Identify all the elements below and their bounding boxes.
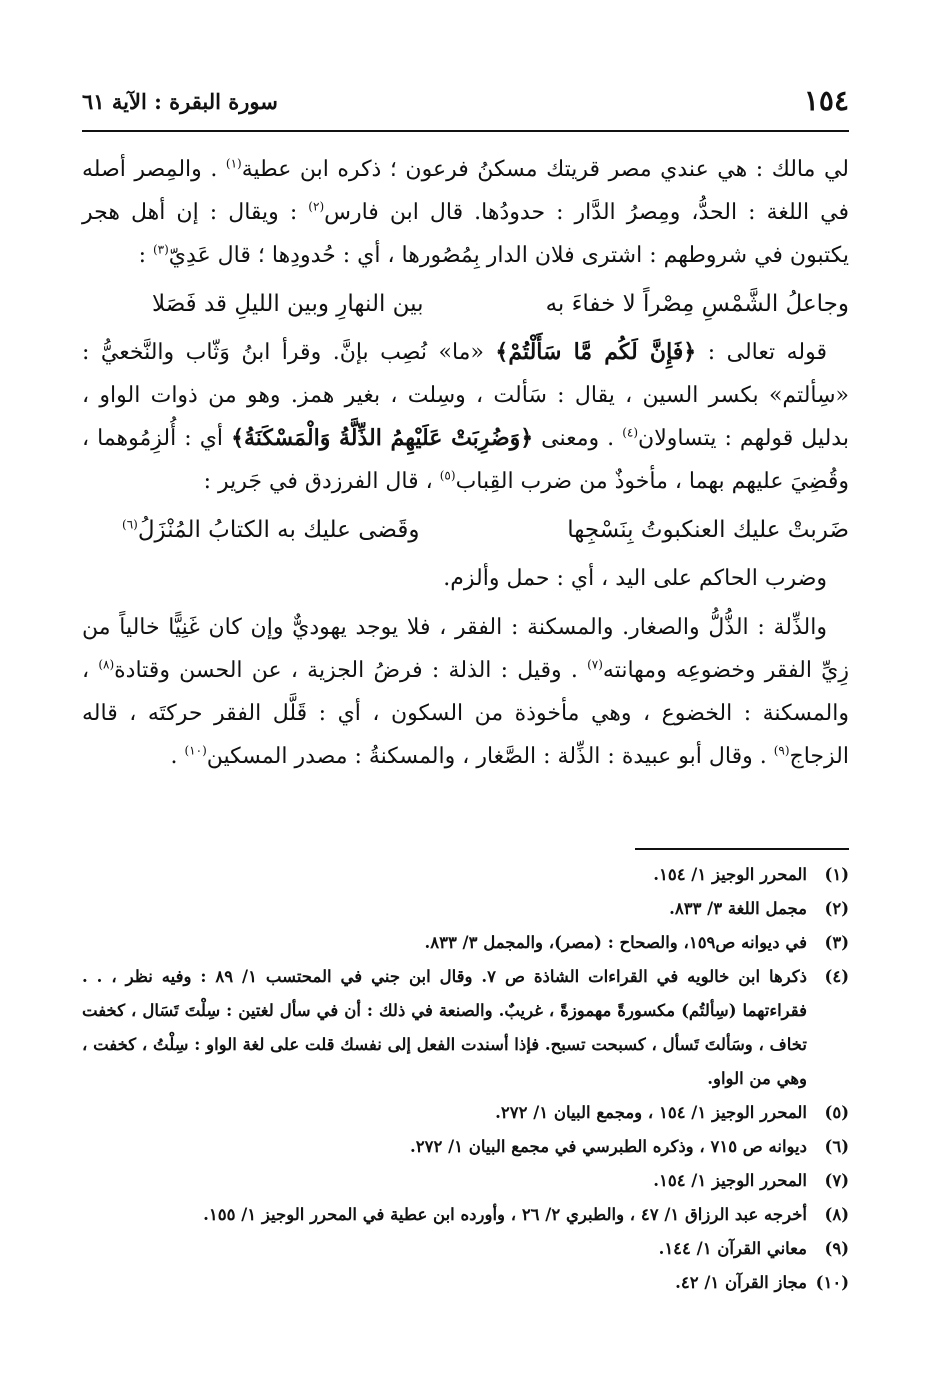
footnote-ref-8[interactable]: (٨) xyxy=(98,657,115,672)
quran-quote-2: ﴿وَضُرِبَتْ عَلَيْهِمُ الذِّلَّةُ وَالْمَسْكَنَةُ﴾ xyxy=(231,425,534,451)
footnote-text: مجاز القرآن ١/ ٤٢. xyxy=(675,1273,807,1292)
poem-verse-1 xyxy=(82,281,849,327)
text-run: . وقال أبو عبيدة : الذِّلة : الصَّغار ، والمسكنةُ : مصدر المسكين xyxy=(206,744,774,769)
quran-quote-1: ﴿فَإِنَّ لَكُم مَّا سَأَلْتُمْ﴾ xyxy=(495,339,697,365)
footnote-number: (٤) xyxy=(824,967,849,986)
footnote-divider xyxy=(635,848,849,850)
text-run: : xyxy=(138,243,153,268)
poem-verse-2 xyxy=(82,507,849,553)
paragraph-4 xyxy=(82,606,849,778)
footnote-item xyxy=(82,1164,849,1198)
footnote-item xyxy=(82,858,849,892)
text-run: «ما» نُصِب بإنَّ. وقرأ ابنُ وَثّاب والنَّخعيُّ : «سِألتم» بكسر السين ، يقال : سَألت ، وسِلت ، بغير همز. وهو من ذوات الواو ، بدليل قولهم : يتساولان xyxy=(82,340,849,451)
footnote-ref-5[interactable]: (٥) xyxy=(439,468,456,483)
footnote-number: (٣) xyxy=(824,933,849,952)
footnote-number: (٨) xyxy=(824,1205,849,1224)
footnote-text: المحرر الوجيز ١/ ١٥٤. xyxy=(653,1171,807,1190)
text-run: ، قال الفرزدق في جَرير : xyxy=(203,469,440,494)
verse-hemistich-first: وجاعلُ الشَّمْسِ مِصْراً لا خفاءَ به xyxy=(545,291,849,317)
footnote-ref-10[interactable]: (١٠) xyxy=(184,743,207,758)
text-run: والذِّلة : الذُّلُّ والصغار. والمسكنة : الفقر ، فلا يوجد يهوديٌّ وإن كان غَنِيًّا خالياً من زِيِّ الفقر وخضوعِه ومهانته xyxy=(82,615,849,683)
text-run: . والمِصر أصله في اللغة : الحدُّ، ومِصرُ الدَّار : حدودُها. قال ابن فارس xyxy=(82,157,849,225)
page-number: ١٥٤ xyxy=(803,84,849,117)
text-run: : ويقال : إن أهل هجر يكتبون في شروطهم : اشترى فلان الدار بِمُصُورها ، أي : حُدودِها ؛ قال عَدِيّ xyxy=(82,200,849,268)
footnote-text: معاني القرآن ١/ ١٤٤. xyxy=(658,1239,807,1258)
text-run: . xyxy=(170,744,185,769)
footnote-ref-6[interactable]: (٦) xyxy=(122,517,138,532)
paragraph-1 xyxy=(82,148,849,277)
text-run: قوله تعالى : xyxy=(696,340,827,365)
text-run: . وقيل : الذلة : فرضُ الجزية ، عن الحسن وقتادة xyxy=(114,658,588,683)
footnote-item xyxy=(82,1130,849,1164)
footnote-ref-4[interactable]: (٤) xyxy=(622,425,639,440)
text-run: لي مالك : هي عندي مصر قريتك مسكنُ فرعون ؛ ذكره ابن عطية xyxy=(241,157,850,182)
footnote-item xyxy=(82,926,849,960)
text-run: . ومعنى xyxy=(533,426,623,451)
footnote-number: (٩) xyxy=(824,1239,849,1258)
header-divider xyxy=(82,130,849,132)
paragraph-2 xyxy=(82,331,849,503)
footnote-item xyxy=(82,1266,849,1300)
paragraph-3: وضرب الحاكم على اليد ، أي : حمل وألزم. xyxy=(443,566,827,591)
footnote-item xyxy=(82,960,849,1096)
surah-title: سورة البقرة : الآية ٦١ xyxy=(82,89,278,114)
footnote-item xyxy=(82,892,849,926)
footnote-number: (٥) xyxy=(824,1103,849,1122)
text-run: ، والمسكنة : الخضوع ، وهي مأخوذة من السكون ، أي : قَلَّل الفقر حركتَه ، قاله الزجاج xyxy=(82,658,849,769)
footnote-item xyxy=(82,1198,849,1232)
footnote-text: أخرجه عبد الرزاق ١/ ٤٧ ، والطبري ٢/ ٢٦ ، وأورده ابن عطية في المحرر الوجيز ١/ ١٥٥. xyxy=(203,1205,807,1224)
footnote-text: ذكرها ابن خالويه في القراءات الشاذة ص ٧. وقال ابن جني في المحتسب ١/ ٨٩ : وفيه نظر ، . . فقراءتهما (سِألتُم) مكسورةً مهموزةً ، غريبٌ. والصنعة في ذلك : أن في سأل لغتين : سِلْتَ تَسَال ، كخفت تخاف ، وسَألتَ تَسأل ، كسبحت تسبح. فإذا أسندت الفعل إلى نفسك قلت على لغة الواو : سِلْتُ ، كخفت ، وهي من الواو. xyxy=(82,967,807,1088)
verse-hemistich-first: ضَربتْ عليك العنكبوتُ بِنَسْجِها xyxy=(567,517,849,543)
main-text xyxy=(82,148,849,778)
footnote-number: (٦) xyxy=(824,1137,849,1156)
footnote-item xyxy=(82,1232,849,1266)
text-run: وقَضى عليك به الكتابُ المُنْزَلُ xyxy=(137,517,420,543)
verse-hemistich-second xyxy=(82,507,419,553)
footnote-ref-3[interactable]: (٣) xyxy=(152,242,169,257)
footnote-ref-9[interactable]: (٩) xyxy=(773,743,790,758)
footnote-ref-2[interactable]: (٢) xyxy=(308,199,325,214)
footnote-number: (٧) xyxy=(824,1171,849,1190)
footnote-ref-7[interactable]: (٧) xyxy=(587,657,603,672)
text-run: أي : أُلزِمُوهما ، وقُضِيَ عليهم بهما ، مأخوذٌ من ضرب القِباب xyxy=(82,426,849,494)
footnote-ref-1[interactable]: (١) xyxy=(225,156,242,171)
footnote-number: (٢) xyxy=(824,899,849,918)
footnote-text: ديوانه ص ٧١٥ ، وذكره الطبرسي في مجمع البيان ١/ ٢٧٢. xyxy=(410,1137,807,1156)
footnote-item xyxy=(82,1096,849,1130)
footnote-text: مجمل اللغة ٣/ ٨٣٣. xyxy=(669,899,807,918)
footnotes-list xyxy=(82,858,849,1300)
running-header xyxy=(82,86,849,120)
footnote-number: (١٠) xyxy=(815,1273,849,1292)
footnote-number: (١) xyxy=(824,865,849,884)
verse-hemistich-second: بين النهارِ وبين الليلِ قد فَصَلا xyxy=(152,291,424,317)
footnote-text: المحرر الوجيز ١/ ١٥٤. xyxy=(653,865,807,884)
footnote-text: في ديوانه ص١٥٩، والصحاح : (مصر)، والمجمل ٣/ ٨٣٣. xyxy=(424,933,807,952)
footnote-text: المحرر الوجيز ١/ ١٥٤ ، ومجمع البيان ١/ ٢٧٢. xyxy=(495,1103,807,1122)
